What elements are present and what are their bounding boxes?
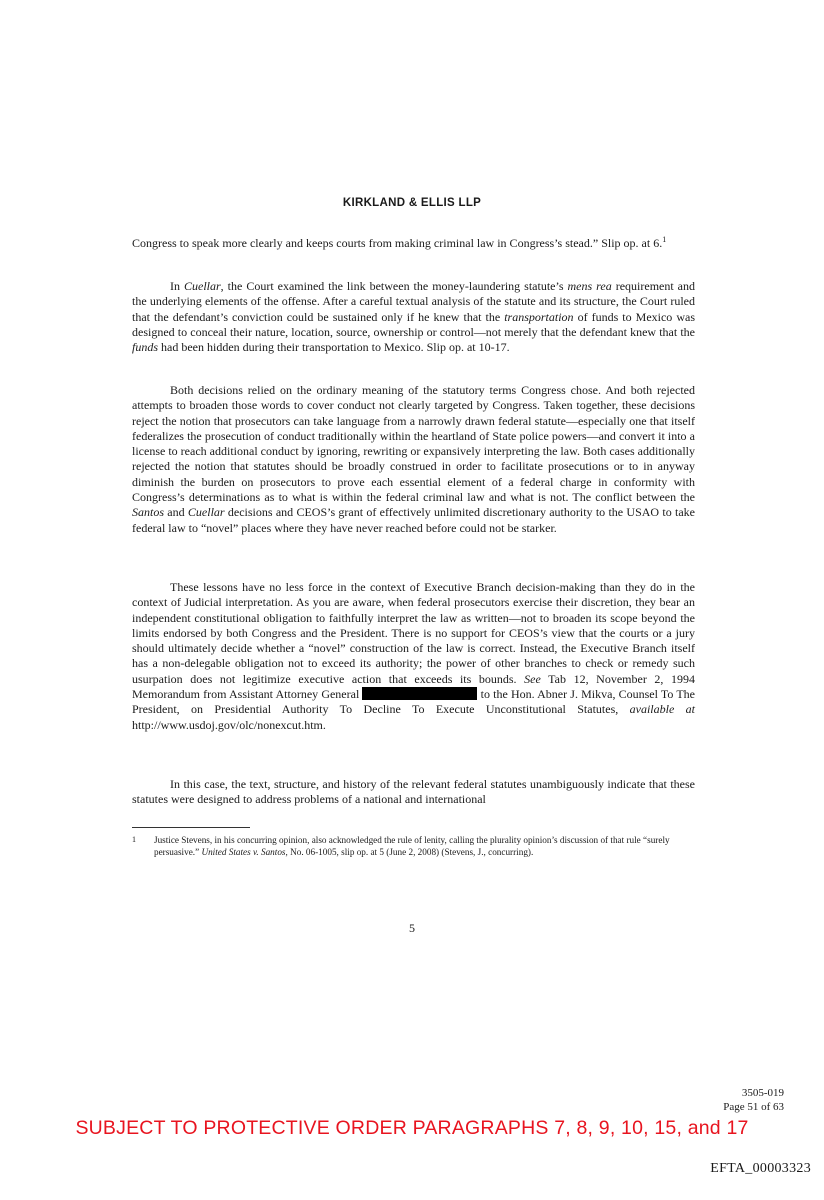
paragraph-both-decisions bbox=[132, 383, 695, 536]
italic-term: transportation bbox=[504, 309, 574, 324]
italic-term: funds bbox=[132, 340, 159, 355]
text-run: Justice Stevens, in his concurring opinion, also acknowledged the rule of lenity, calling the plurality opinion’s discussion of that rule “surely persuasive.” bbox=[154, 835, 670, 858]
text-run: These lessons have no less force in the context of Executive Branch decision-making than they do in the context of Judicial interpretation. As you are aware, when federal prosecutors exercise their discretion, they bear an independent constitutional obligation to faithfully interpret the law as written—not to broaden its scope beyond the limits endorsed by both Congress and the President. There is no support for CEOS’s view that the courts or a jury should ultimately decide whether a “novel” construction of the law is correct. Instead, the Executive Branch itself has a non-delegable obligation not to exceed its authority; the power of other branches to check or remedy such usurpation does not legitimize executive action that exceeds its bounds. bbox=[132, 580, 695, 686]
paragraph-executive-branch bbox=[132, 580, 695, 733]
text-run: to the Hon. Abner J. Mikva, Counsel To The President, on Presidential Authority To Decline To Execute Unconstitutional Statutes, bbox=[132, 687, 696, 717]
italic-term: available at bbox=[629, 702, 695, 717]
text-run: , the Court examined the link between the money-laundering statute’s bbox=[220, 279, 568, 293]
text-run: of funds to Mexico was designed to conceal their nature, location, source, ownership or control—not merely that the defendant knew that the bbox=[132, 309, 695, 339]
text-run: requirement and the underlying elements of the offense. After a careful textual analysis of the statute and its structure, the Court ruled that the defendant’s conviction could be sustained only if he knew that the bbox=[132, 279, 695, 324]
case-name: Santos bbox=[132, 505, 165, 520]
text-run: In this case, the text, structure, and history of the relevant federal statutes unambiguously indicate that these statutes were designed to address problems of a national and international bbox=[132, 777, 695, 807]
case-name: Cuellar bbox=[184, 279, 221, 293]
page-number: 5 bbox=[409, 921, 415, 935]
case-name: Cuellar bbox=[187, 505, 225, 520]
paragraph-cuellar bbox=[132, 279, 695, 355]
paragraph-text: Congress to speak more clearly and keeps courts from making criminal law in Congress’s stead.” Slip op. at 6. bbox=[132, 236, 663, 250]
text-run: Both decisions relied on the ordinary meaning of the statutory terms Congress chose. And both rejected attempts to broaden those words to cover conduct not clearly targeted by Congress. Taken together, these decisions reject the notion that prosecutors can take language from a narrowly drawn federal statute—especially one that itself federalizes the prosecution of conduct traditionally within the heartland of State police powers—and convert it into a license to reach additional conduct by ignoring, rewriting or expansively interpreting the law. Both cases additionally rejected the notion that statutes should be broadly construed in order to facilitate prosecutions or to in anyway diminish the burden on prosecutors to prove each essential element of a federal charge in conformity with Congress’s determinations as to what is within the federal criminal law and what is not. The conflict between the bbox=[132, 383, 695, 505]
redaction-bar bbox=[362, 687, 477, 700]
text-run: and bbox=[164, 505, 188, 520]
footnote-text bbox=[154, 834, 695, 858]
letterhead: KIRKLAND & ELLIS LLP bbox=[342, 197, 482, 209]
footnote bbox=[132, 834, 695, 858]
italic-term: mens rea bbox=[567, 279, 612, 293]
text-run: had been hidden during their transportation to Mexico. Slip op. at 10-17. bbox=[158, 340, 510, 355]
protective-order-notice: SUBJECT TO PROTECTIVE ORDER PARAGRAPHS 7, 8, 9, 10, 15, and 17 bbox=[75, 1117, 749, 1139]
exhibit-code: 3505-019 bbox=[741, 1087, 784, 1099]
document-code bbox=[723, 1087, 784, 1114]
bates-number: EFTA_00003323 bbox=[710, 1161, 811, 1176]
text-run: Tab 12, November 2, 1994 Memorandum from Assistant Attorney General bbox=[132, 671, 695, 702]
footnote-divider bbox=[132, 827, 250, 828]
text-run: In bbox=[170, 279, 184, 293]
paragraph-this-case bbox=[132, 777, 695, 808]
signal-word: See bbox=[524, 671, 541, 686]
paragraph-continuation bbox=[132, 236, 695, 251]
text-run: decisions and CEOS’s grant of effectively unlimited discretionary authority to the USAO to take federal law to “novel” places where they have never reached before could not be starker. bbox=[132, 505, 695, 535]
url-text: http://www.usdoj.gov/olc/nonexcut.htm. bbox=[132, 717, 326, 732]
text-run: , No. 06-1005, slip op. at 5 (June 2, 2008) (Stevens, J., concurring). bbox=[285, 847, 534, 858]
footnote-reference: 1 bbox=[662, 235, 667, 244]
footnote-number: 1 bbox=[132, 835, 136, 844]
case-name: United States v. Santos bbox=[201, 847, 286, 858]
page-count: Page 51 of 63 bbox=[723, 1100, 784, 1113]
